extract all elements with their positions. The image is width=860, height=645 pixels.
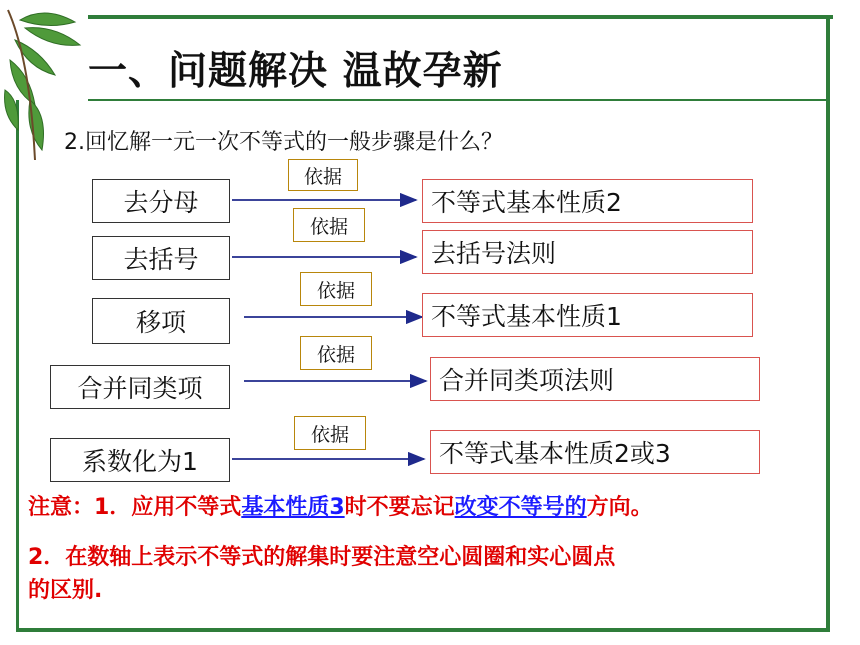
step-box-2: 去括号 — [92, 236, 230, 280]
basis-label-4: 依据 — [300, 336, 372, 370]
note-1-suffix: 方向。 — [586, 495, 653, 520]
result-box-3: 不等式基本性质1 — [422, 293, 753, 337]
step-box-3: 移项 — [92, 298, 230, 344]
result-box-5: 不等式基本性质2或3 — [430, 430, 760, 474]
step-box-5: 系数化为1 — [50, 438, 230, 482]
page-title: 一、问题解决 温故孕新 — [88, 49, 503, 94]
note-1-mid: 时不要忘记 — [344, 495, 455, 520]
basis-label-5: 依据 — [294, 416, 366, 450]
note-1-link-2: 改变不等号的 — [454, 495, 587, 520]
basis-label-1: 依据 — [288, 159, 358, 191]
basis-label-2: 依据 — [293, 208, 365, 242]
question-text: 2.回忆解一元一次不等式的一般步骤是什么？ — [64, 130, 503, 155]
note-line-2b: 的区别. — [28, 578, 103, 603]
step-box-4: 合并同类项 — [50, 365, 230, 409]
step-box-1: 去分母 — [92, 179, 230, 223]
note-1-link-1: 基本性质3 — [241, 495, 345, 520]
basis-label-3: 依据 — [300, 272, 372, 306]
note-line-1 — [28, 490, 653, 521]
result-box-2: 去括号法则 — [422, 230, 753, 274]
note-1-prefix: 注意：1．应用不等式 — [28, 495, 242, 520]
result-box-4: 合并同类项法则 — [430, 357, 760, 401]
result-box-1: 不等式基本性质2 — [422, 179, 753, 223]
note-line-2a: 2．在数轴上表示不等式的解集时要注意空心圆圈和实心圆点 — [28, 545, 616, 570]
